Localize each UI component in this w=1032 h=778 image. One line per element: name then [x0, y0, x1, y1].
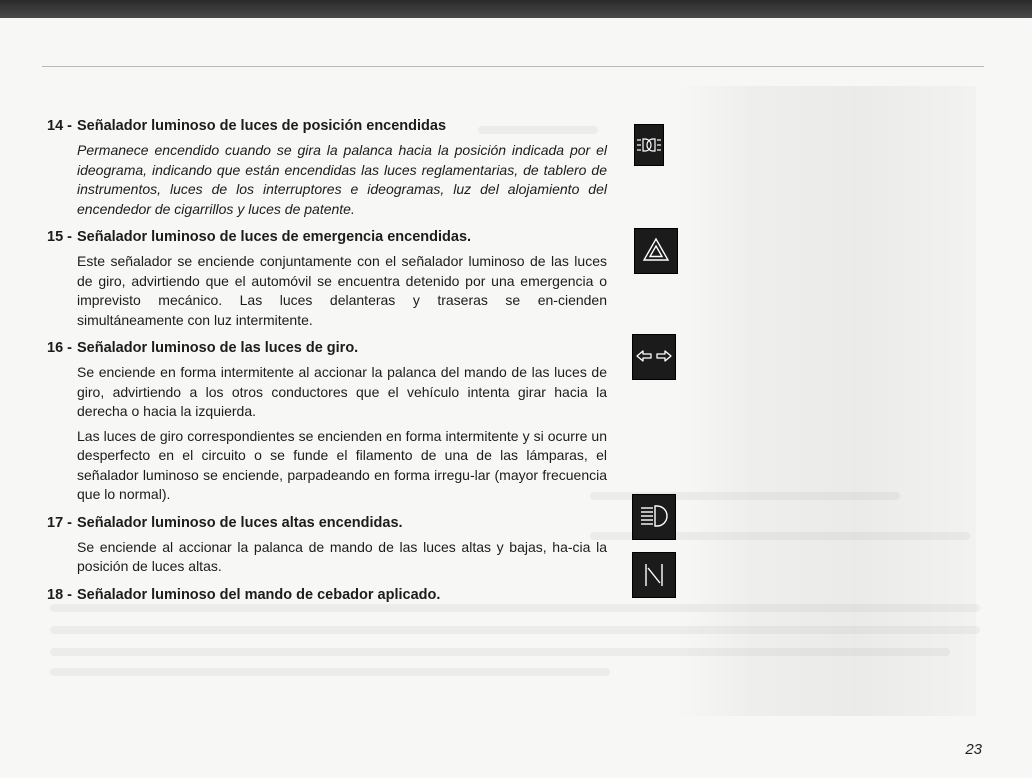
entry-title: Señalador luminoso del mando de cebador aplicado.: [77, 586, 441, 603]
page-number: 23: [965, 741, 982, 758]
bleed-through-mark: [50, 604, 980, 612]
entry-16-title-row: [47, 338, 607, 358]
entry-number: 16 -: [47, 340, 72, 356]
entry-number: 14 -: [47, 118, 72, 134]
bleed-through-mark: [50, 668, 610, 676]
entry-title: Señalador luminoso de luces altas encendidas.: [77, 514, 403, 531]
high-beam-icon: [632, 494, 676, 540]
entry-number: 18 -: [47, 586, 72, 603]
bleed-through-mark: [50, 626, 980, 634]
entry-title: Señalador luminoso de luces de emergencia encendidas.: [77, 229, 472, 245]
position-lights-icon: [634, 124, 664, 166]
entry-14-description: Permanece encendido cuando se gira la palanca hacia la posición indicada por el ideograma, indicando que están encendidas las luces reglamentarias, de tablero de instrumentos, luces de los interruptores e ideogramas, luz del alojamiento del encendedor de cigarrillos y luces de patente.: [77, 142, 607, 217]
entry-16-description-2: Las luces de giro correspondientes se encienden en forma intermitente y si ocurre un desperfecto en el circuito o se funde el filamento de una de las lámparas, el señalador luminoso se enciende, parpadeando en forma irregu-lar (mayor frecuencia que lo normal).: [77, 427, 607, 502]
entry-number: 17 -: [47, 514, 72, 531]
entry-17-title-row: [47, 513, 607, 533]
entry-15-description: Este señalador se enciende conjuntamente con el señalador luminoso de las luces de giro, advirtiendo que el automóvil se encuentra detenido por una emergencia o imprevisto mecánico. Las luces delanteras y traseras se en-cienden simultáneamente con luz intermitente.: [77, 253, 607, 328]
entry-15-title-row: [47, 227, 607, 247]
turn-signal-arrows-icon: [632, 334, 676, 380]
top-dark-band: [0, 0, 1032, 18]
bleed-through-shade: [676, 86, 976, 716]
entry-title: Señalador luminoso de las luces de giro.: [77, 340, 359, 356]
entry-number: 15 -: [47, 229, 72, 245]
indicator-list: [47, 116, 607, 605]
entry-16-description: Se enciende en forma intermitente al accionar la palanca del mando de las luces de giro, advirtiendo a los otros conductores que el vehículo intenta girar hacia la derecha o hacia la izquierda.: [77, 364, 607, 419]
entry-title: Señalador luminoso de luces de posición encendidas: [77, 118, 447, 134]
bleed-through-mark: [50, 648, 950, 656]
header-rule: [42, 66, 984, 67]
entry-18-title-row: [47, 585, 607, 605]
entry-17-description: Se enciende al accionar la palanca de mando de las luces altas y bajas, ha-cia la posición de luces altas.: [77, 538, 607, 574]
choke-icon: [632, 552, 676, 598]
hazard-triangle-icon: [634, 228, 678, 274]
entry-14-title-row: [47, 116, 607, 136]
